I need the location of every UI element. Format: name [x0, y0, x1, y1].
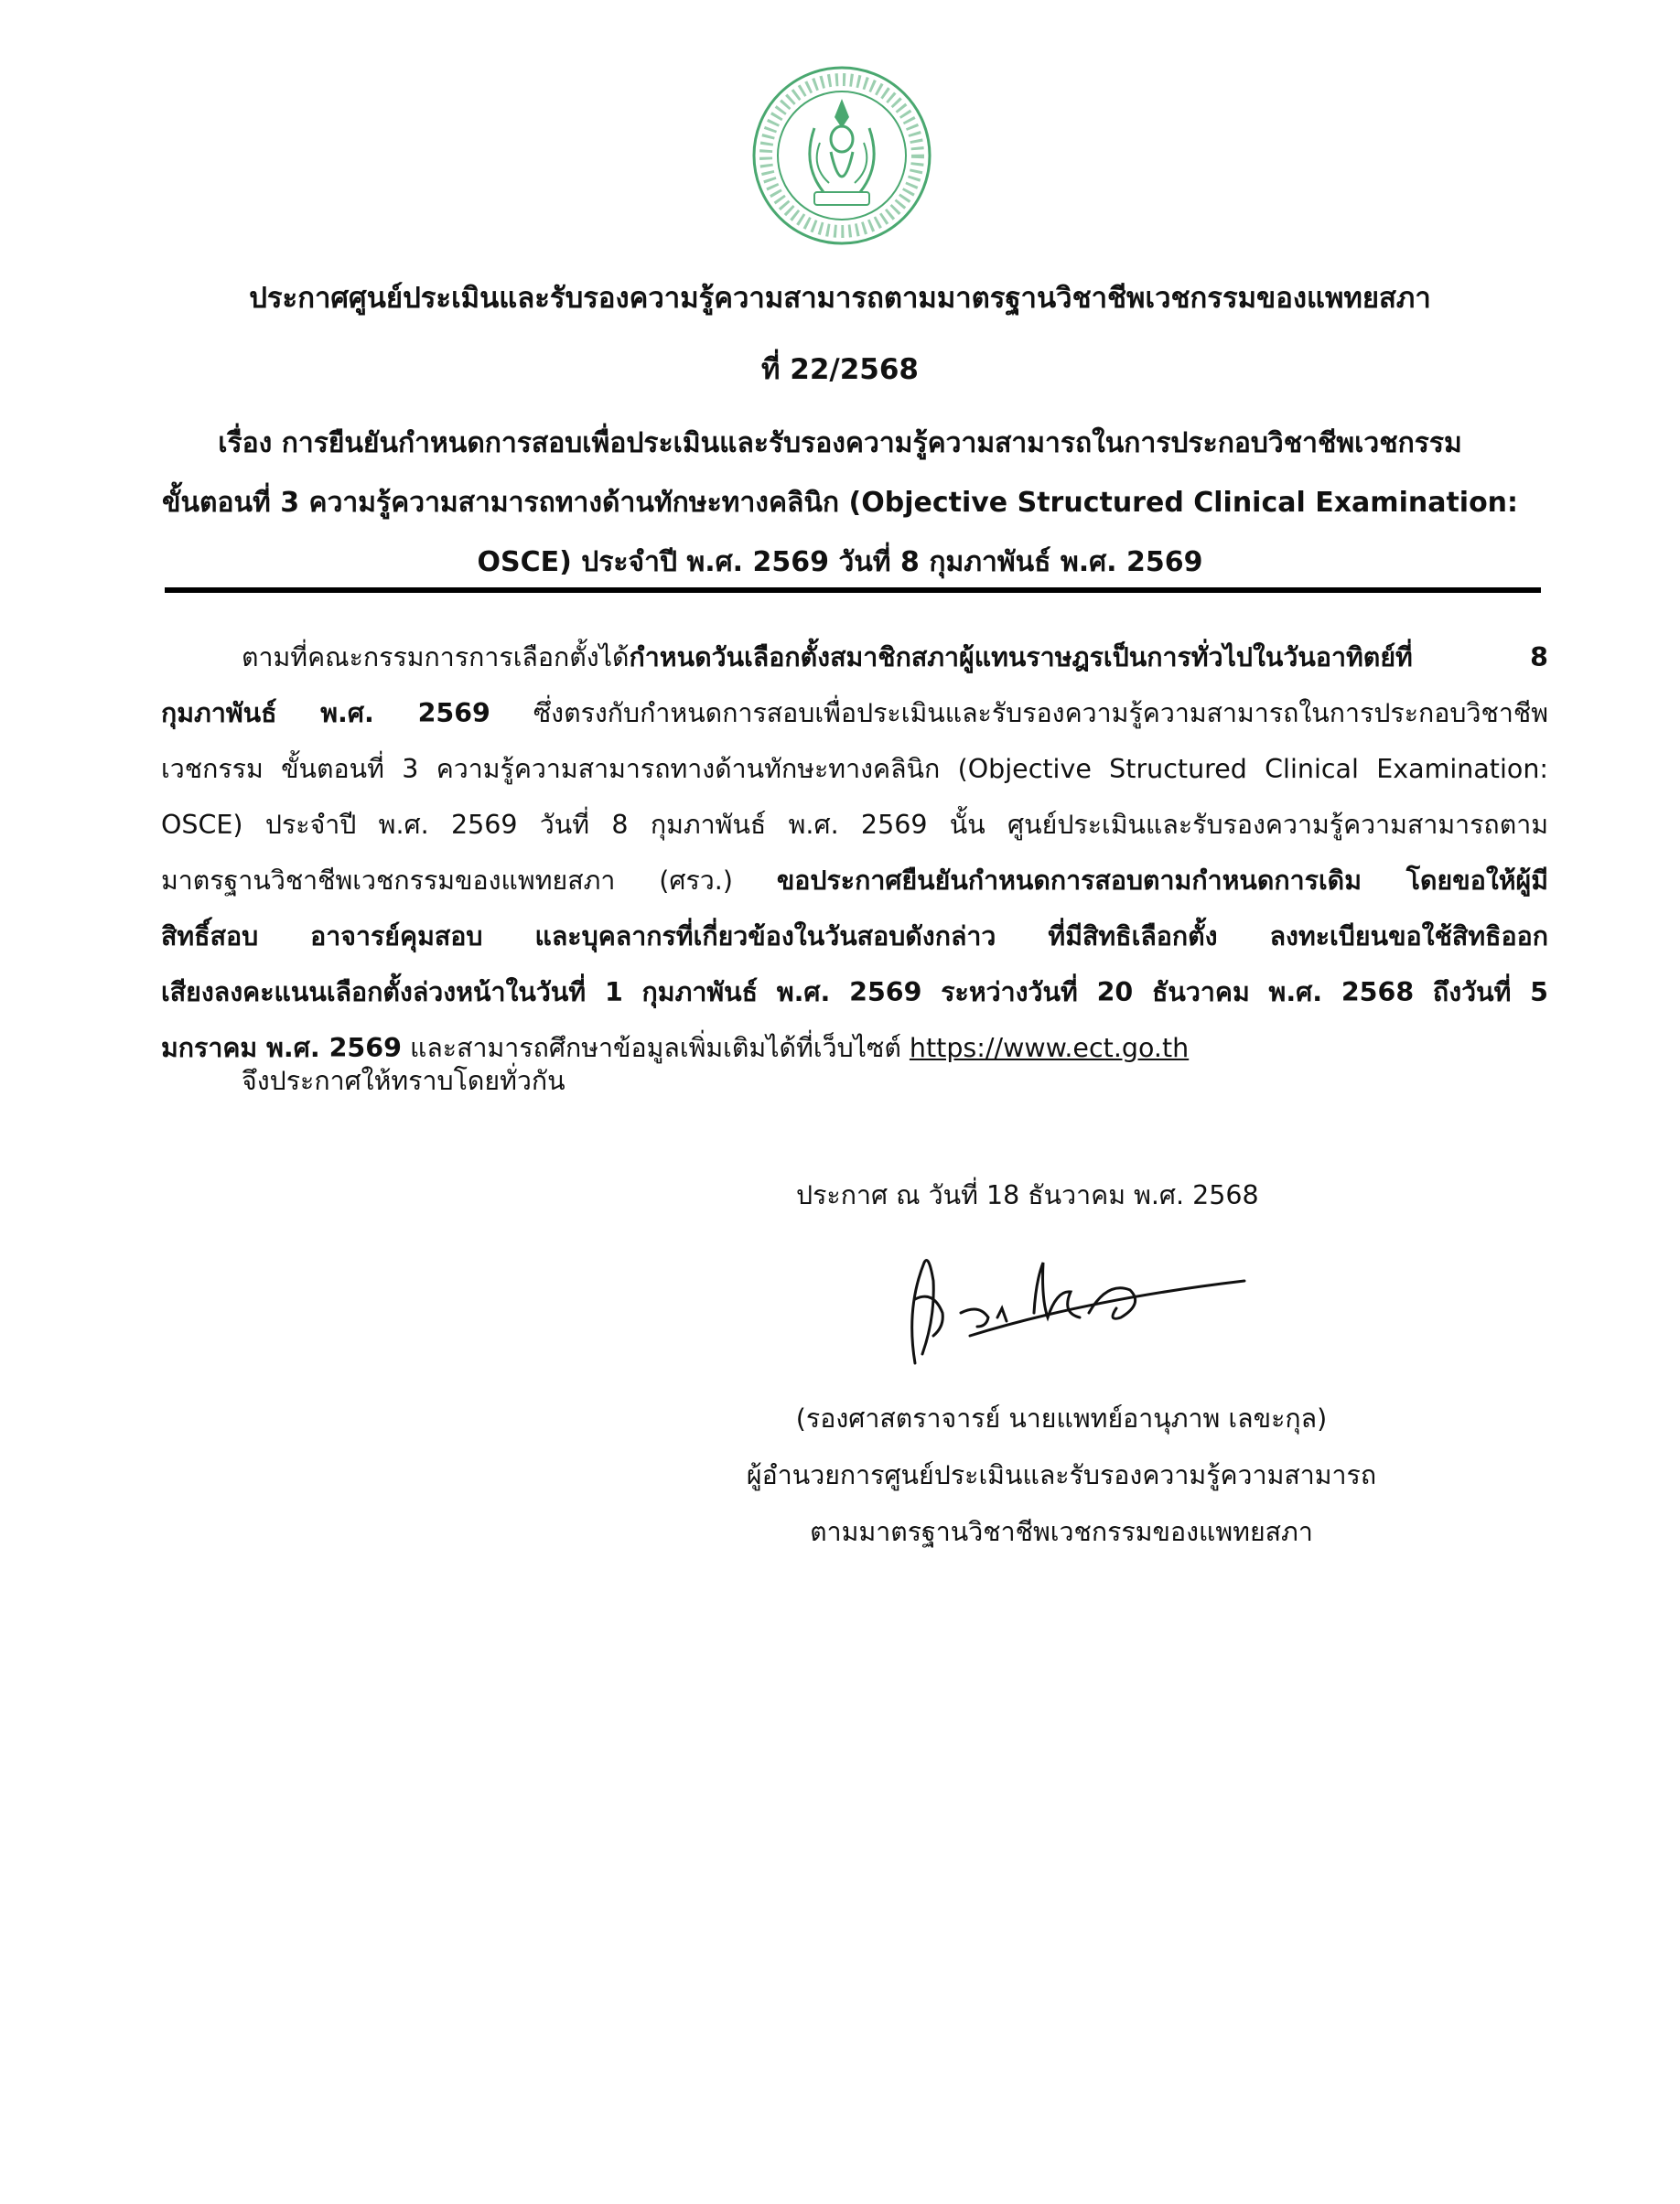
- subject-line-1: เรื่อง การยืนยันกำหนดการสอบเพื่อประเมินและรับรองความรู้ความสามารถในการประกอบวิชาชีพเวชกรรม: [218, 427, 1462, 459]
- handwritten-signature: [878, 1226, 1281, 1382]
- body-line-3: เวชกรรม ขั้นตอนที่ 3 ความรู้ความสามารถทางด้านทักษะทางคลินิก (Objective Structured Clinical Examination:: [161, 754, 1548, 784]
- ect-website-link[interactable]: https://www.ect.go.th: [909, 1033, 1190, 1063]
- announcement-number: ที่ 22/2568: [761, 353, 919, 386]
- signatory-name: (รองศาสตราจารย์ นายแพทย์อานุภาพ เลขะกุล): [795, 1403, 1328, 1434]
- signatory-position-2: ตามมาตรฐานวิชาชีพเวชกรรมของแพทยสภา: [810, 1517, 1313, 1547]
- body-line-2: กุมภาพันธ์ พ.ศ. 2569 ซึ่งตรงกับกำหนดการสอบเพื่อประเมินและรับรองความรู้ความสามารถในการประกอบวิชาชีพ: [161, 698, 1548, 728]
- signatory-block: [695, 1391, 1427, 1561]
- subject-line-2: ขั้นตอนที่ 3 ความรู้ความสามารถทางด้านทักษะทางคลินิก (Objective Structured Clinical Examination:: [161, 487, 1519, 519]
- body-line-4: OSCE) ประจำปี พ.ศ. 2569 วันที่ 8 กุมภาพันธ์ พ.ศ. 2569 นั้น ศูนย์ประเมินและรับรองความรู้ความสามารถตาม: [161, 810, 1548, 840]
- seal-emblem-icon: [750, 64, 933, 247]
- signature-icon: [878, 1226, 1281, 1382]
- body-line-6: สิทธิ์สอบ อาจารย์คุมสอบ และบุคลากรที่เกี่ยวข้องในวันสอบดังกล่าว ที่มีสิทธิเลือกตั้ง ลงทะเบียนขอใช้สิทธิออก: [161, 921, 1548, 951]
- header-divider: [165, 587, 1541, 593]
- announcement-title: ประกาศศูนย์ประเมินและรับรองความรู้ความสามารถตามมาตรฐานวิชาชีพเวชกรรมของแพทยสภา: [249, 282, 1431, 315]
- body-line-5: มาตรฐานวิชาชีพเวชกรรมของแพทยสภา (ศรว.) ขอประกาศยืนยันกำหนดการสอบตามกำหนดการเดิม โดยขอให้ผู้มี: [161, 865, 1549, 896]
- body-line-8: มกราคม พ.ศ. 2569 และสามารถศึกษาข้อมูลเพิ่มเติมได้ที่เว็บไซต์ https://www.ect.go.th: [161, 1033, 1190, 1063]
- signatory-position-1: ผู้อำนวยการศูนย์ประเมินและรับรองความรู้ความสามารถ: [746, 1460, 1377, 1490]
- subject-line-3: OSCE) ประจำปี พ.ศ. 2569 วันที่ 8 กุมภาพันธ์ พ.ศ. 2569: [477, 546, 1203, 578]
- announcement-body: [161, 629, 1548, 1076]
- organization-seal-logo: [750, 64, 933, 247]
- body-line-1: ตามที่คณะกรรมการการเลือกตั้งได้กำหนดวันเลือกตั้งสมาชิกสภาผู้แทนราษฎรเป็นการทั่วไปในวันอาทิตย์ที่ 8: [242, 642, 1548, 672]
- closing-statement: จึงประกาศให้ทราบโดยทั่วกัน: [242, 1066, 565, 1096]
- announcement-subject: [137, 414, 1543, 592]
- body-line-7: เสียงลงคะแนนเลือกตั้งล่วงหน้าในวันที่ 1 กุมภาพันธ์ พ.ศ. 2569 ระหว่างวันที่ 20 ธันวาคม พ.ศ. 2568 ถึงวันที่ 5: [161, 977, 1548, 1007]
- announcement-date: ประกาศ ณ วันที่ 18 ธันวาคม พ.ศ. 2568: [796, 1180, 1259, 1210]
